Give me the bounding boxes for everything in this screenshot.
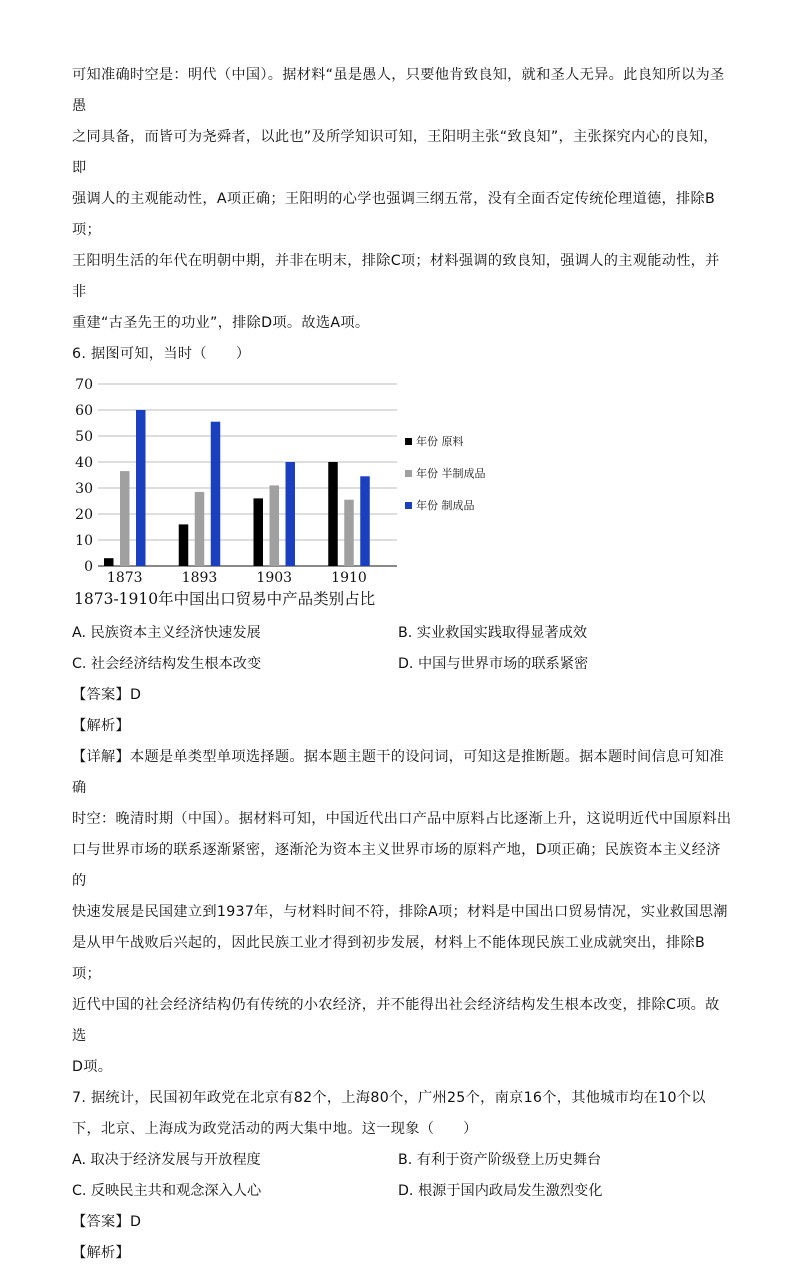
intro-paragraph — [72, 60, 732, 339]
q7-option-d[interactable]: D. 根源于国内政局发生激烈变化 — [398, 1183, 603, 1199]
x-tick-label: 1873 — [106, 570, 143, 586]
export-trade-chart — [72, 374, 512, 614]
bar — [328, 462, 338, 566]
q7-stem-line: 7. 据统计，民国初年政党在北京有82个，上海80个，广州25个，南京16个，其他城市均在10个以 — [72, 1090, 706, 1106]
y-tick-label: 50 — [75, 429, 93, 445]
x-tick-label: 1910 — [331, 570, 367, 586]
y-tick-label: 30 — [75, 481, 93, 497]
q6-analysis-label: 【解析】 — [72, 718, 130, 734]
q6-option-d[interactable]: D. 中国与世界市场的联系紧密 — [398, 656, 589, 672]
bar — [136, 410, 146, 566]
intro-line: 可知准确时空是：明代（中国）。据材料“虽是愚人，只要他肯致良知，就和圣人无异。此良知所以为圣愚 — [72, 67, 725, 114]
bar — [179, 524, 189, 566]
detail-line: 口与世界市场的联系逐渐紧密，逐渐沦为资本主义世界市场的原料产地，D项正确；民族资本主义经济的 — [72, 842, 721, 889]
q7-answer: 【答案】D — [72, 1214, 142, 1230]
q6-option-a[interactable]: A. 民族资本主义经济快速发展 — [72, 625, 261, 641]
q6-option-c[interactable]: C. 社会经济结构发生根本改变 — [72, 656, 262, 672]
detail-line: 【详解】本题是单类型单项选择题。据本题主题干的设问词，可知这是推断题。据本题时间信息可知准确 — [72, 749, 724, 796]
bar — [195, 492, 205, 566]
y-tick-label: 20 — [75, 507, 93, 523]
q6-options-row-2 — [72, 649, 732, 680]
intro-line: 之同具备，而皆可为尧舜者，以此也”及所学知识可知，王阳明主张“致良知”，主张探究内心的良知，即 — [72, 129, 718, 176]
q6-answer: 【答案】D — [72, 687, 142, 703]
q7-options-row-2 — [72, 1176, 732, 1207]
detail-line: 时空：晚清时期（中国）。据材料可知，中国近代出口产品中原料占比逐渐上升，这说明近代中国原料出 — [72, 811, 732, 827]
x-tick-label: 1893 — [181, 570, 218, 586]
intro-line: 重建“古圣先王的功业”，排除D项。故选A项。 — [72, 315, 370, 331]
q7-analysis-label: 【解析】 — [72, 1245, 130, 1261]
legend-swatch — [405, 438, 412, 445]
q6-detail-paragraph — [72, 742, 732, 1083]
bar — [104, 558, 114, 566]
detail-line: D项。 — [72, 1059, 113, 1075]
legend-swatch — [405, 470, 412, 477]
q7-option-b[interactable]: B. 有利于资产阶级登上历史舞台 — [398, 1152, 602, 1168]
q7-option-c[interactable]: C. 反映民主共和观念深入人心 — [72, 1183, 262, 1199]
x-tick-label: 1903 — [256, 570, 293, 586]
q7-options-row-1 — [72, 1145, 732, 1176]
detail-line: 快速发展是民国建立到1937年，与材料时间不符，排除A项；材料是中国出口贸易情况，实业救国思潮 — [72, 904, 728, 920]
detail-line: 是从甲午战败后兴起的，因此民族工业才得到初步发展，材料上不能体现民族工业成就突出，排除B项； — [72, 935, 705, 982]
question-6-stem: 6. 据图可知，当时（ ） — [72, 346, 251, 362]
q7-option-a[interactable]: A. 取决于经济发展与开放程度 — [72, 1152, 261, 1168]
chart-title: 1873-1910年中国出口贸易中产品类别占比 — [74, 590, 376, 608]
q7-stem-line: 下，北京、上海成为政党活动的两大集中地。这一现象（ ） — [72, 1121, 478, 1137]
bar — [286, 462, 296, 566]
bar — [270, 485, 280, 566]
bar — [120, 471, 130, 566]
bar-chart-svg — [72, 374, 512, 614]
legend-label: 年份 原料 — [416, 435, 464, 448]
legend-label: 年份 半制成品 — [416, 467, 486, 480]
intro-line: 王阳明生活的年代在明朝中期，并非在明末，排除C项；材料强调的致良知，强调人的主观能动性，并非 — [72, 253, 720, 300]
q6-option-b[interactable]: B. 实业救国实践取得显著成效 — [398, 625, 588, 641]
y-tick-label: 10 — [75, 533, 93, 549]
y-tick-label: 40 — [75, 455, 93, 471]
detail-line: 近代中国的社会经济结构仍有传统的小农经济，并不能得出社会经济结构发生根本改变，排除C项。故选 — [72, 997, 720, 1044]
intro-line: 强调人的主观能动性，A项正确；王阳明的心学也强调三纲五常，没有全面否定传统伦理道德，排除B项； — [72, 191, 716, 238]
q6-options-row-1 — [72, 618, 732, 649]
y-tick-label: 60 — [75, 403, 93, 419]
bar — [254, 498, 264, 566]
bar — [344, 500, 354, 566]
document-page — [72, 60, 732, 1269]
bar — [360, 476, 370, 566]
y-tick-label: 70 — [75, 377, 93, 393]
bar — [211, 422, 221, 566]
y-tick-label: 0 — [84, 559, 93, 575]
question-7-stem — [72, 1083, 732, 1145]
legend-label: 年份 制成品 — [416, 499, 475, 512]
legend-swatch — [405, 502, 412, 509]
